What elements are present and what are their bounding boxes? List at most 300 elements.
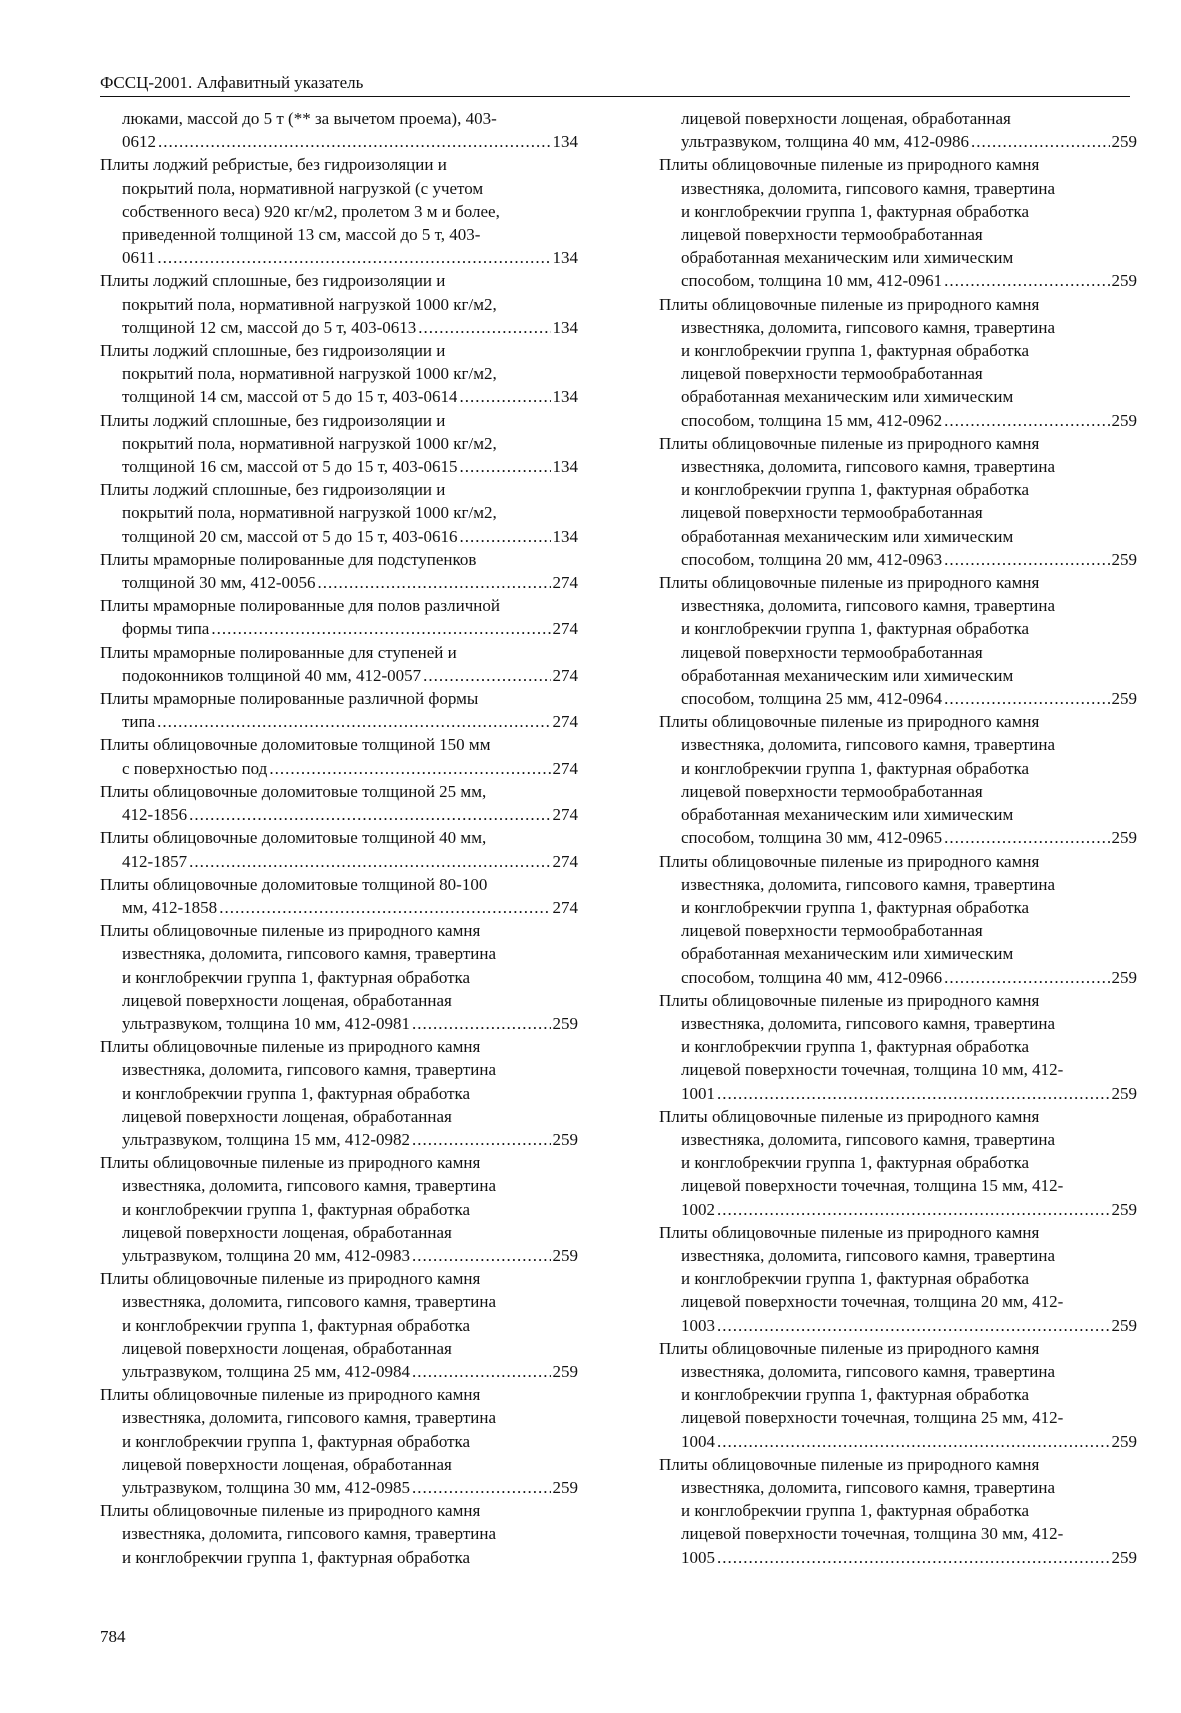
index-entry-line <box>659 432 1137 455</box>
index-entry-line <box>659 1174 1137 1197</box>
index-entry-text: приведенной толщиной 13 см, массой до 5 т, 403- <box>122 225 481 245</box>
index-entry-line <box>659 873 1137 896</box>
index-entry-text: Плиты облицовочные пиленые из природного камня <box>659 155 1040 175</box>
index-entry-text: и конглобрекчии группа 1, фактурная обработка <box>681 1153 1030 1173</box>
index-entry-text: Плиты облицовочные пиленые из природного камня <box>659 1454 1040 1474</box>
dot-leader <box>157 246 550 269</box>
index-entry-text: известняка, доломита, гипсового камня, травертина <box>122 944 497 964</box>
index-entry-text: ультразвуком, толщина 25 мм, 412-0984 <box>122 1361 410 1381</box>
index-entry-line <box>659 548 1137 571</box>
index-entry-line <box>100 1035 578 1058</box>
index-entry <box>659 850 1137 989</box>
index-entry-line <box>100 664 578 687</box>
index-entry-text: лицевой поверхности точечная, толщина 25 мм, 412- <box>681 1408 1064 1428</box>
index-page-ref: 274 <box>552 665 578 685</box>
index-entry-line <box>659 733 1137 756</box>
index-entry-line <box>100 1221 578 1244</box>
index-entry-text: лицевой поверхности точечная, толщина 10 мм, 412- <box>681 1060 1064 1080</box>
index-entry-text: покрытий пола, нормативной нагрузкой 1000 кг/м2, <box>122 503 497 523</box>
index-entry-line <box>659 710 1137 733</box>
dot-leader <box>412 1360 551 1383</box>
index-entry-text: лицевой поверхности точечная, толщина 15 мм, 412- <box>681 1176 1064 1196</box>
index-entry-line <box>100 1198 578 1221</box>
index-entry <box>100 1267 578 1383</box>
index-entry-line <box>659 246 1137 269</box>
index-entry-text: лицевой поверхности термообработанная <box>681 642 983 662</box>
index-page-ref: 259 <box>1111 1083 1137 1103</box>
index-entry-text: Плиты лоджий ребристые, без гидроизоляции и <box>100 155 447 175</box>
running-header: ФССЦ-2001. Алфавитный указатель <box>100 73 364 92</box>
index-entry-line <box>659 989 1137 1012</box>
index-entry-text: известняка, доломита, гипсового камня, травертина <box>681 178 1056 198</box>
index-entry-text: известняка, доломита, гипсового камня, травертина <box>681 317 1056 337</box>
index-entry-line <box>659 1476 1137 1499</box>
index-entry-line <box>100 1360 578 1383</box>
index-entry <box>100 548 578 594</box>
dot-leader <box>459 385 550 408</box>
index-page-ref: 259 <box>1111 132 1137 152</box>
index-entry-text: и конглобрекчии группа 1, фактурная обработка <box>681 1037 1030 1057</box>
index-entry <box>100 1499 578 1569</box>
index-entry-line <box>100 617 578 640</box>
index-entry-line <box>100 153 578 176</box>
index-entry-line <box>659 1244 1137 1267</box>
index-entry-text: известняка, доломита, гипсового камня, травертина <box>681 457 1056 477</box>
index-page-ref: 134 <box>552 387 578 407</box>
index-entry-line <box>659 153 1137 176</box>
index-entry <box>100 873 578 919</box>
index-entry-line <box>659 757 1137 780</box>
index-entry-text: Плиты облицовочные пиленые из природного камня <box>659 1338 1040 1358</box>
index-page-ref: 259 <box>1111 549 1137 569</box>
index-entry-line <box>100 1267 578 1290</box>
index-entry-text: и конглобрекчии группа 1, фактурная обработка <box>122 1083 471 1103</box>
index-entry-line <box>659 780 1137 803</box>
index-entry-text: Плиты облицовочные доломитовые толщиной 80-100 <box>100 874 488 894</box>
index-page-ref: 259 <box>1111 1547 1137 1567</box>
index-entry-text: покрытий пола, нормативной нагрузкой (с учетом <box>122 178 484 198</box>
index-entry-text: Плиты облицовочные пиленые из природного камня <box>100 1385 481 1405</box>
index-entry-text: известняка, доломита, гипсового камня, травертина <box>681 596 1056 616</box>
index-entry-line <box>100 455 578 478</box>
index-entry-text: способом, толщина 10 мм, 412-0961 <box>681 271 943 291</box>
index-entry <box>100 826 578 872</box>
index-page-ref: 274 <box>552 758 578 778</box>
index-entry-text: лицевой поверхности точечная, толщина 30 мм, 412- <box>681 1524 1064 1544</box>
index-entry-text: известняка, доломита, гипсового камня, травертина <box>122 1408 497 1428</box>
index-entry <box>659 1105 1137 1221</box>
index-entry-line <box>100 269 578 292</box>
index-entry-text: и конглобрекчии группа 1, фактурная обработка <box>122 1547 471 1567</box>
index-column-left <box>100 107 578 1569</box>
index-entry-text: Плиты облицовочные пиленые из природного камня <box>100 1501 481 1521</box>
index-entry <box>100 478 578 548</box>
index-entry-text: с поверхностью под <box>122 758 268 778</box>
index-entry-line <box>659 1198 1137 1221</box>
index-entry-text: обработанная механическим или химическим <box>681 944 1014 964</box>
index-entry-line <box>659 385 1137 408</box>
index-entry-line <box>659 896 1137 919</box>
dot-leader <box>944 966 1109 989</box>
index-entry-line <box>100 130 578 153</box>
index-page-ref: 274 <box>552 619 578 639</box>
index-entry-line <box>100 1128 578 1151</box>
index-page-ref: 259 <box>1111 1199 1137 1219</box>
dot-leader <box>459 455 550 478</box>
dot-leader <box>944 687 1109 710</box>
index-entry-line <box>100 501 578 524</box>
index-entry-line <box>100 246 578 269</box>
index-entry-text: обработанная механическим или химическим <box>681 248 1014 268</box>
index-entry-line <box>659 966 1137 989</box>
index-entry-text: 1004 <box>681 1431 715 1451</box>
dot-leader <box>459 525 550 548</box>
index-entry-text: ультразвуком, толщина 40 мм, 412-0986 <box>681 132 969 152</box>
index-entry-text: и конглобрекчии группа 1, фактурная обработка <box>122 967 471 987</box>
index-entry-line <box>659 1058 1137 1081</box>
dot-leader <box>412 1128 551 1151</box>
index-entry-text: собственного веса) 920 кг/м2, пролетом 3 м и более, <box>122 201 500 221</box>
index-entry-text: 412-1856 <box>122 805 188 825</box>
index-entry-text: 1005 <box>681 1547 715 1567</box>
index-entry-text: Плиты лоджий сплошные, без гидроизоляции и <box>100 271 446 291</box>
dot-leader <box>971 130 1110 153</box>
index-entry-text: способом, толщина 30 мм, 412-0965 <box>681 828 943 848</box>
index-entry-line <box>659 687 1137 710</box>
index-entry-text: и конглобрекчии группа 1, фактурная обработка <box>122 1431 471 1451</box>
index-entry-text: обработанная механическим или химическим <box>681 526 1014 546</box>
index-entry-text: и конглобрекчии группа 1, фактурная обработка <box>681 201 1030 221</box>
index-entry-text: известняка, доломита, гипсового камня, травертина <box>681 1013 1056 1033</box>
index-entry-text: и конглобрекчии группа 1, фактурная обработка <box>681 480 1030 500</box>
index-entry <box>100 269 578 339</box>
dot-leader <box>189 850 550 873</box>
index-entry-text: Плиты облицовочные пиленые из природного камня <box>100 1269 481 1289</box>
index-entry-text: Плиты облицовочные пиленые из природного камня <box>659 294 1040 314</box>
index-entry-text: и конглобрекчии группа 1, фактурная обработка <box>122 1199 471 1219</box>
index-entry-text: Плиты облицовочные пиленые из природного камня <box>659 1106 1040 1126</box>
index-entry-text: и конглобрекчии группа 1, фактурная обработка <box>122 1315 471 1335</box>
index-entry-text: известняка, доломита, гипсового камня, травертина <box>122 1524 497 1544</box>
index-entry-text: Плиты облицовочные пиленые из природного камня <box>659 1222 1040 1242</box>
index-page-ref: 274 <box>552 712 578 732</box>
index-entry-text: Плиты облицовочные пиленые из природного камня <box>659 851 1040 871</box>
index-page-ref: 134 <box>552 317 578 337</box>
index-entry-line <box>100 1174 578 1197</box>
index-entry-line <box>659 664 1137 687</box>
index-entry-text: 1001 <box>681 1083 715 1103</box>
index-entry-line <box>659 1406 1137 1429</box>
index-entry-text: ультразвуком, толщина 30 мм, 412-0985 <box>122 1477 410 1497</box>
dot-leader <box>269 757 550 780</box>
index-entry-text: обработанная механическим или химическим <box>681 665 1014 685</box>
index-entry-text: Плиты лоджий сплошные, без гидроизоляции и <box>100 341 446 361</box>
index-entry <box>100 409 578 479</box>
index-entry-text: Плиты мраморные полированные для полов различной <box>100 596 500 616</box>
index-entry-line <box>659 571 1137 594</box>
page-number: 784 <box>100 1627 126 1646</box>
index-entry-line <box>100 200 578 223</box>
index-page-ref: 274 <box>552 573 578 593</box>
index-entry-text: подоконников толщиной 40 мм, 412-0057 <box>122 665 422 685</box>
index-entry-text: ультразвуком, толщина 15 мм, 412-0982 <box>122 1129 410 1149</box>
dot-leader <box>717 1546 1110 1569</box>
index-entry-line <box>100 803 578 826</box>
index-entry-text: лицевой поверхности лощеная, обработанная <box>122 1222 452 1242</box>
index-entry-line <box>659 1453 1137 1476</box>
index-entry-text: покрытий пола, нормативной нагрузкой 1000 кг/м2, <box>122 294 497 314</box>
index-entry-line <box>100 223 578 246</box>
index-entry-line <box>659 223 1137 246</box>
index-entry-line <box>659 200 1137 223</box>
index-entry-text: люками, массой до 5 т (** за вычетом проема), 403- <box>122 109 497 128</box>
index-entry-text: 412-1857 <box>122 851 188 871</box>
index-page-ref: 134 <box>552 457 578 477</box>
index-page-ref: 274 <box>552 851 578 871</box>
index-entry-line <box>659 1267 1137 1290</box>
index-entry-text: лицевой поверхности лощеная, обработанная <box>122 990 452 1010</box>
index-page-ref: 259 <box>552 1361 578 1381</box>
index-page-ref: 259 <box>1111 828 1137 848</box>
index-entry-line <box>100 362 578 385</box>
dot-leader <box>412 1244 551 1267</box>
dot-leader <box>412 1012 551 1035</box>
index-entry-text: известняка, доломита, гипсового камня, травертина <box>122 1292 497 1312</box>
index-entry-line <box>100 1290 578 1313</box>
index-entry-text: и конглобрекчии группа 1, фактурная обработка <box>681 619 1030 639</box>
dot-leader <box>717 1430 1110 1453</box>
index-entry-line <box>100 687 578 710</box>
index-entry-text: известняка, доломита, гипсового камня, травертина <box>681 735 1056 755</box>
index-entry-text: лицевой поверхности термообработанная <box>681 781 983 801</box>
index-entry-line <box>659 1151 1137 1174</box>
dot-leader <box>219 896 550 919</box>
dot-leader <box>717 1314 1110 1337</box>
index-entry-text: известняка, доломита, гипсового камня, травертина <box>681 1361 1056 1381</box>
index-entry-line <box>100 1383 578 1406</box>
index-entry-text: лицевой поверхности термообработанная <box>681 503 983 523</box>
index-entry-text: толщиной 16 см, массой от 5 до 15 т, 403-0615 <box>122 457 458 477</box>
index-entry-line <box>100 826 578 849</box>
index-entry-text: известняка, доломита, гипсового камня, травертина <box>122 1176 497 1196</box>
index-entry-line <box>659 501 1137 524</box>
index-entry-text: типа <box>122 712 156 732</box>
index-entry-text: 1003 <box>681 1315 715 1335</box>
index-entry <box>659 153 1137 292</box>
index-entry-line <box>100 385 578 408</box>
index-entry-line <box>659 1383 1137 1406</box>
index-page-ref: 259 <box>552 1477 578 1497</box>
index-entry-line <box>100 1058 578 1081</box>
index-entry-line <box>100 1082 578 1105</box>
index-entry-text: способом, толщина 20 мм, 412-0963 <box>681 549 943 569</box>
index-entry-line <box>100 432 578 455</box>
index-entry-line <box>100 1522 578 1545</box>
index-entry <box>100 1035 578 1151</box>
index-entry-line <box>659 919 1137 942</box>
index-entry-text: мм, 412-1858 <box>122 897 218 917</box>
index-entry <box>659 432 1137 571</box>
index-entry-line <box>659 1221 1137 1244</box>
index-entry-text: лицевой поверхности термообработанная <box>681 364 983 384</box>
index-page-ref: 134 <box>552 248 578 268</box>
index-entry-text: Плиты облицовочные пиленые из природного камня <box>659 990 1040 1010</box>
index-entry-text: толщиной 12 см, массой до 5 т, 403-0613 <box>122 317 417 337</box>
index-entry-text: и конглобрекчии группа 1, фактурная обработка <box>681 897 1030 917</box>
header-rule <box>100 96 1130 97</box>
index-entry-line <box>659 293 1137 316</box>
index-entry-line <box>659 1546 1137 1569</box>
index-entry-text: Плиты мраморные полированные для ступеней и <box>100 642 457 662</box>
index-entry <box>100 339 578 409</box>
index-entry <box>659 710 1137 849</box>
index-entry-line <box>659 803 1137 826</box>
index-entry-text: лицевой поверхности лощеная, обработанная <box>681 109 1011 128</box>
index-entry-line <box>100 525 578 548</box>
index-entry <box>100 107 578 153</box>
index-entry-line <box>100 316 578 339</box>
index-entry-text: известняка, доломита, гипсового камня, травертина <box>681 874 1056 894</box>
index-entry-text: покрытий пола, нормативной нагрузкой 1000 кг/м2, <box>122 433 497 453</box>
index-entry-line <box>100 942 578 965</box>
index-entry-line <box>100 919 578 942</box>
index-entry-line <box>659 850 1137 873</box>
dot-leader <box>211 617 550 640</box>
index-page-ref: 259 <box>1111 689 1137 709</box>
index-entry-line <box>659 107 1137 130</box>
index-entry-text: Плиты облицовочные доломитовые толщиной 25 мм, <box>100 781 487 801</box>
index-entry <box>659 1337 1137 1453</box>
index-entry-line <box>659 177 1137 200</box>
index-entry-text: и конглобрекчии группа 1, фактурная обработка <box>681 758 1030 778</box>
index-entry-text: лицевой поверхности термообработанная <box>681 921 983 941</box>
index-entry-text: Плиты мраморные полированные для подступенков <box>100 549 477 569</box>
index-entry-text: и конглобрекчии группа 1, фактурная обработка <box>681 1385 1030 1405</box>
index-page-ref: 259 <box>1111 1431 1137 1451</box>
index-entry <box>659 571 1137 710</box>
index-entry-text: способом, толщина 25 мм, 412-0964 <box>681 689 943 709</box>
index-entry-text: лицевой поверхности лощеная, обработанная <box>122 1338 452 1358</box>
index-entry-line <box>100 478 578 501</box>
index-entry-line <box>100 339 578 362</box>
index-entry <box>100 1151 578 1267</box>
index-entry-text: лицевой поверхности точечная, толщина 20 мм, 412- <box>681 1292 1064 1312</box>
index-entry-line <box>100 1546 578 1569</box>
index-entry-line <box>100 107 578 130</box>
index-entry-text: и конглобрекчии группа 1, фактурная обработка <box>681 1269 1030 1289</box>
index-entry-text: и конглобрекчии группа 1, фактурная обработка <box>681 341 1030 361</box>
dot-leader <box>318 571 551 594</box>
index-entry-text: Плиты облицовочные пиленые из природного камня <box>100 921 481 941</box>
index-entry-text: известняка, доломита, гипсового камня, травертина <box>681 1477 1056 1497</box>
index-page-ref: 259 <box>552 1013 578 1033</box>
index-entry-line <box>659 362 1137 385</box>
index-entry-line <box>100 850 578 873</box>
index-entry-text: Плиты облицовочные пиленые из природного камня <box>659 433 1040 453</box>
index-entry-text: формы типа <box>122 619 210 639</box>
index-entry <box>100 594 578 640</box>
index-entry-text: обработанная механическим или химическим <box>681 805 1014 825</box>
index-entry-line <box>100 641 578 664</box>
index-entry-text: Плиты лоджий сплошные, без гидроизоляции и <box>100 410 446 430</box>
index-entry-text: известняка, доломита, гипсового камня, травертина <box>681 1245 1056 1265</box>
index-entry-line <box>659 826 1137 849</box>
index-page-ref: 274 <box>552 805 578 825</box>
index-entry-text: известняка, доломита, гипсового камня, травертина <box>681 1129 1056 1149</box>
index-entry <box>659 293 1137 432</box>
index-entry-line <box>100 594 578 617</box>
index-entry-line <box>100 896 578 919</box>
dot-leader <box>944 826 1109 849</box>
index-entry <box>659 1453 1137 1569</box>
index-entry-text: лицевой поверхности лощеная, обработанная <box>122 1454 452 1474</box>
index-page-ref: 274 <box>552 897 578 917</box>
index-page-ref: 259 <box>1111 967 1137 987</box>
index-entry <box>100 919 578 1035</box>
index-entry-text: известняка, доломита, гипсового камня, травертина <box>122 1060 497 1080</box>
index-page-ref: 259 <box>1111 410 1137 430</box>
index-entry-line <box>100 733 578 756</box>
dot-leader <box>418 316 550 339</box>
index-page-ref: 259 <box>552 1245 578 1265</box>
index-entry-text: лицевой поверхности термообработанная <box>681 225 983 245</box>
index-page-ref: 259 <box>552 1129 578 1149</box>
index-entry <box>100 153 578 269</box>
index-entry-text: обработанная механическим или химическим <box>681 387 1014 407</box>
index-entry-line <box>100 989 578 1012</box>
index-entry-line <box>100 1337 578 1360</box>
index-page-ref: 259 <box>1111 271 1137 291</box>
index-entry-line <box>100 1453 578 1476</box>
dot-leader <box>158 130 551 153</box>
index-entry-text: ультразвуком, толщина 10 мм, 412-0981 <box>122 1013 410 1033</box>
index-entry-text: 1002 <box>681 1199 715 1219</box>
index-entry-line <box>659 1337 1137 1360</box>
index-entry-text: Плиты облицовочные пиленые из природного камня <box>100 1037 481 1057</box>
index-entry <box>100 641 578 687</box>
index-entry-line <box>659 1360 1137 1383</box>
index-entry-line <box>659 1314 1137 1337</box>
index-entry-line <box>659 641 1137 664</box>
index-entry-line <box>100 1012 578 1035</box>
index-entry-line <box>659 478 1137 501</box>
index-entry-line <box>659 316 1137 339</box>
index-entry-line <box>100 1105 578 1128</box>
index-page-ref: 134 <box>552 132 578 152</box>
index-entry-line <box>659 617 1137 640</box>
index-entry-text: 0612 <box>122 132 156 152</box>
index-entry-text: способом, толщина 15 мм, 412-0962 <box>681 410 943 430</box>
index-entry-line <box>659 1082 1137 1105</box>
index-entry-text: Плиты облицовочные пиленые из природного камня <box>659 712 1040 732</box>
index-entry-line <box>659 269 1137 292</box>
dot-leader <box>157 710 550 733</box>
index-entry-text: толщиной 30 мм, 412-0056 <box>122 573 316 593</box>
index-entry-text: Плиты облицовочные доломитовые толщиной 40 мм, <box>100 828 487 848</box>
index-entry-line <box>100 177 578 200</box>
dot-leader <box>944 548 1109 571</box>
index-entry-line <box>100 780 578 803</box>
index-entry <box>100 687 578 733</box>
index-entry-line <box>100 548 578 571</box>
index-entry-line <box>100 873 578 896</box>
index-entry-line <box>100 710 578 733</box>
index-entry <box>100 733 578 779</box>
index-entry-line <box>659 1012 1137 1035</box>
index-entry-line <box>100 1151 578 1174</box>
index-entry-text: покрытий пола, нормативной нагрузкой 1000 кг/м2, <box>122 364 497 384</box>
index-column-right <box>659 107 1137 1569</box>
